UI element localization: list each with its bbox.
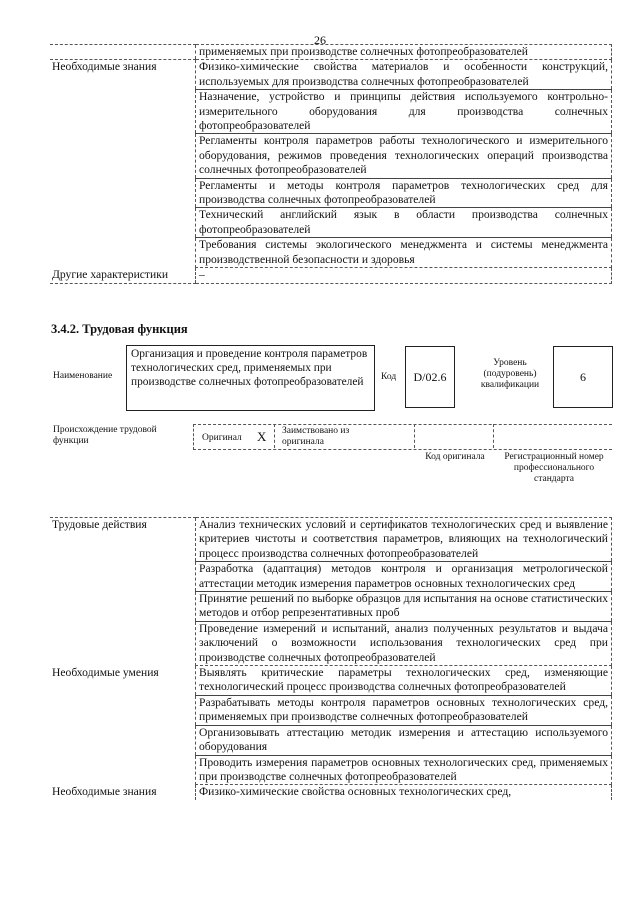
row-text: Регламенты и методы контроля параметров технологических сред для производства солнечных фотопреобразователей: [196, 178, 612, 208]
original-mark: X: [257, 429, 267, 444]
row-label: Другие характеристики: [50, 268, 196, 283]
row-label: [50, 45, 196, 60]
original-label: Оригинал: [202, 433, 242, 443]
code-label: Код: [381, 372, 397, 382]
row-label: Трудовые действия: [50, 518, 196, 666]
row-text: Технический английский язык в области производства солнечных фотопреобразователей: [196, 208, 612, 238]
row-text: применяемых при производстве солнечных фотопреобразователей: [196, 45, 612, 60]
table-row: [50, 45, 612, 60]
row-text: Организовывать аттестацию методик измерения и аттестацию используемого оборудования: [196, 725, 612, 755]
row-text: Физико-химические свойства материалов и особенности конструкций, используемых для производства солнечных фотопреобразователей: [196, 60, 612, 90]
row-text: –: [196, 268, 612, 283]
code-original-caption: Код оригинала: [425, 452, 485, 462]
code-box: D/02.6: [405, 346, 455, 408]
registration-caption: Регистрационный номер профессионального стандарта: [504, 452, 604, 484]
labor-function-table: [50, 517, 612, 800]
row-text: Выявлять критические параметры технологических сред, изменяющие технологический процесс производства солнечных фотопреобразователей: [196, 666, 612, 696]
top-requirements-table: [50, 44, 612, 284]
row-text: Проведение измерений и испытаний, анализ полученных результатов и выдача заключений о возможности использования технологических сред при производстве солнечных фотопреобразователей: [196, 621, 612, 665]
table-row: [50, 268, 612, 283]
table-row: [50, 785, 612, 800]
table-row: [50, 518, 612, 562]
table-row: [50, 60, 612, 90]
page-number: 26: [314, 33, 326, 47]
name-label: Наименование: [53, 371, 113, 381]
row-text: Требования системы экологического менеджмента и системы менеджмента производственной безопасности и здоровья: [196, 238, 612, 268]
row-label: Необходимые знания: [52, 784, 157, 798]
origin-divider: [493, 424, 495, 448]
origin-divider: [414, 424, 416, 448]
origin-label: Происхождение трудовой функции: [53, 425, 157, 446]
row-text: Регламенты контроля параметров работы технологического и измерительного оборудования, режимов проведения технологических операций производства солнечных фотопреобразователей: [196, 134, 612, 178]
row-text: Разрабатывать методы контроля параметров основных технологических сред, применяемых при производстве солнечных фотопреобразователей: [196, 695, 612, 725]
row-text: Физико-химические свойства основных технологических сред,: [196, 785, 612, 800]
row-label: Необходимые знания: [52, 60, 157, 74]
section-title: 3.4.2. Трудовая функция: [51, 322, 188, 336]
row-text: Анализ технических условий и сертификатов технологических сред и выявление критериев чистоты и соответствия параметров, влияющих на технологический процесс производства солнечных фотопреобразователей: [196, 518, 612, 562]
row-label: Необходимые умения: [52, 665, 159, 679]
row-text: Проводить измерения параметров основных технологических сред, применяемых при производстве солнечных фотопреобразователей: [196, 755, 612, 785]
level-label: Уровень (подуровень) квалификации: [480, 358, 540, 390]
row-text: Принятие решений по выборке образцов для испытания на основе статистических методов и отбор репрезентативных проб: [196, 592, 612, 622]
row-text: Назначение, устройство и принципы действия используемого контрольно-измерительного оборудования для производства солнечных фотопреобразователей: [196, 90, 612, 134]
row-text: Разработка (адаптация) методов контроля и организация метрологической аттестации методик измерения параметров основных технологических сред: [196, 562, 612, 592]
level-box: 6: [553, 346, 613, 408]
borrowed-label: Заимствовано из оригинала: [282, 426, 350, 447]
table-row: [50, 666, 612, 696]
origin-row-frame: [193, 424, 612, 450]
origin-divider: [274, 424, 276, 448]
function-name-box: Организация и проведение контроля параметров технологических сред, применяемых при производстве солнечных фотопреобразователей: [126, 345, 375, 411]
